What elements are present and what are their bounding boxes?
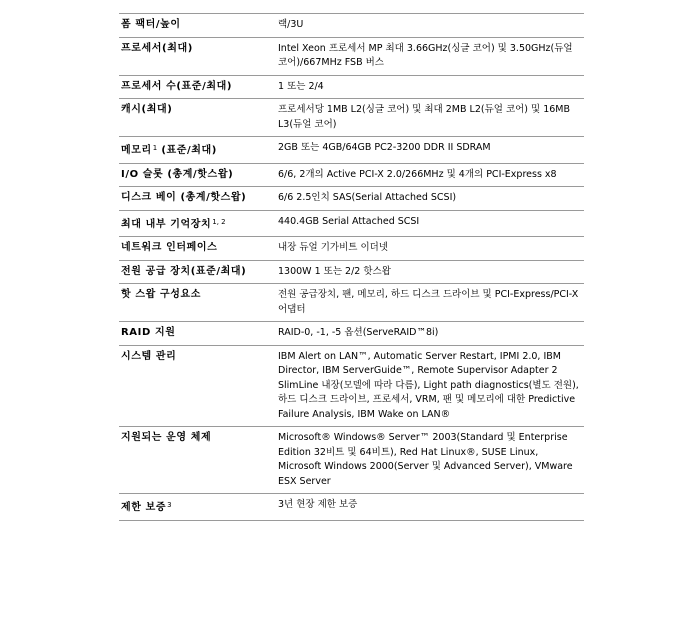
spec-value: 3년 현장 제한 보증 [278, 499, 358, 510]
spec-label: 제한 보증$^3$ [121, 501, 172, 513]
spec-value: IBM Alert on LAN™, Automatic Server Restart, IPMI 2.0, IBM Director, IBM ServerGuide™, Remote Supervisor Adapter 2 SlimLine 내장(모델에 따라 다름), Light path diagnostics(별도 전원), 하드 디스크 드라이브, 프로세서, VRM, 팬 및 메모리에 대한 Predictive Failure Analysis, IBM Wake on LAN® [278, 350, 579, 420]
spec-row-io-slots [119, 163, 584, 187]
spec-row-processor [119, 37, 584, 75]
spec-value: 전원 공급장치, 팬, 메모리, 하드 디스크 드라이브 및 PCI-Express/PCI-X 어댑터 [278, 289, 579, 315]
spec-row-cache [119, 99, 584, 137]
spec-row-processor-count [119, 75, 584, 99]
spec-label: 프로세서(최대) [121, 42, 193, 54]
spec-value: Intel Xeon 프로세서 MP 최대 3.66GHz(싱글 코어) 및 3.50GHz(듀얼 코어)/667MHz FSB 버스 [278, 42, 573, 68]
spec-value: 프로세서당 1MB L2(싱글 코어) 및 최대 2MB L2(듀얼 코어) 및 16MB L3(듀얼 코어) [278, 104, 571, 130]
spec-value: 6/6, 2개의 Active PCI-X 2.0/266MHz 및 4개의 PCI-Express x8 [278, 168, 557, 180]
specifications-table [119, 13, 584, 521]
spec-label: 프로세서 수(표준/최대) [121, 80, 233, 92]
spec-label: RAID 지원 [121, 327, 176, 338]
spec-label: 핫 스왑 구성요소 [121, 289, 201, 300]
spec-value: 내장 듀얼 기가비트 이더넷 [278, 242, 389, 253]
spec-label: 네트워크 인터페이스 [121, 242, 218, 253]
spec-label: 캐시(최대) [121, 104, 173, 115]
spec-value: 1 또는 2/4 [278, 80, 324, 92]
footnote-marker: 1, 2 [212, 217, 226, 226]
spec-row-internal-storage [119, 210, 584, 237]
spec-row-warranty [119, 494, 584, 521]
spec-label: I/O 슬롯 (총계/핫스왑) [121, 168, 234, 180]
spec-row-memory [119, 137, 584, 164]
spec-row-operating-systems [119, 427, 584, 494]
spec-label: 전원 공급 장치(표준/최대) [121, 265, 247, 277]
spec-row-system-management [119, 345, 584, 427]
spec-label: 메모리$^1$ (표준/최대) [121, 144, 217, 156]
spec-label: 시스템 관리 [121, 350, 177, 362]
spec-value: 6/6 2.5인치 SAS(Serial Attached SCSI) [278, 192, 457, 203]
spec-value: 440.4GB Serial Attached SCSI [278, 215, 420, 227]
spec-value: 1300W 1 또는 2/2 핫스왑 [278, 265, 391, 277]
spec-row-raid [119, 322, 584, 346]
spec-row-power-supply [119, 260, 584, 284]
spec-value: Microsoft® Windows® Server™ 2003(Standard 및 Enterprise Edition 32비트 및 64비트), Red Hat Linux®, SUSE Linux, Microsoft Windows 2000(Server 및 Advanced Server), VMware ESX Server [278, 432, 573, 487]
footnote-marker: 1 [152, 144, 158, 152]
spec-value: RAID-0, -1, -5 옵션(ServeRAID™8i) [278, 327, 439, 338]
spec-row-disk-bays [119, 187, 584, 211]
spec-value: 2GB 또는 4GB/64GB PC2-3200 DDR II SDRAM [278, 142, 491, 153]
spec-row-network [119, 237, 584, 261]
spec-value: 랙/3U [278, 19, 304, 30]
spec-label: 폼 팩터/높이 [121, 19, 181, 30]
spec-label: 지원되는 운영 체제 [121, 432, 212, 443]
spec-row-form-factor [119, 14, 584, 38]
spec-label: 최대 내부 기억장치$^{1, 2}$ [121, 217, 226, 230]
spec-label: 디스크 베이 (총계/핫스왑) [121, 192, 247, 203]
footnote-marker: 3 [167, 501, 172, 509]
spec-row-hot-swap [119, 284, 584, 322]
